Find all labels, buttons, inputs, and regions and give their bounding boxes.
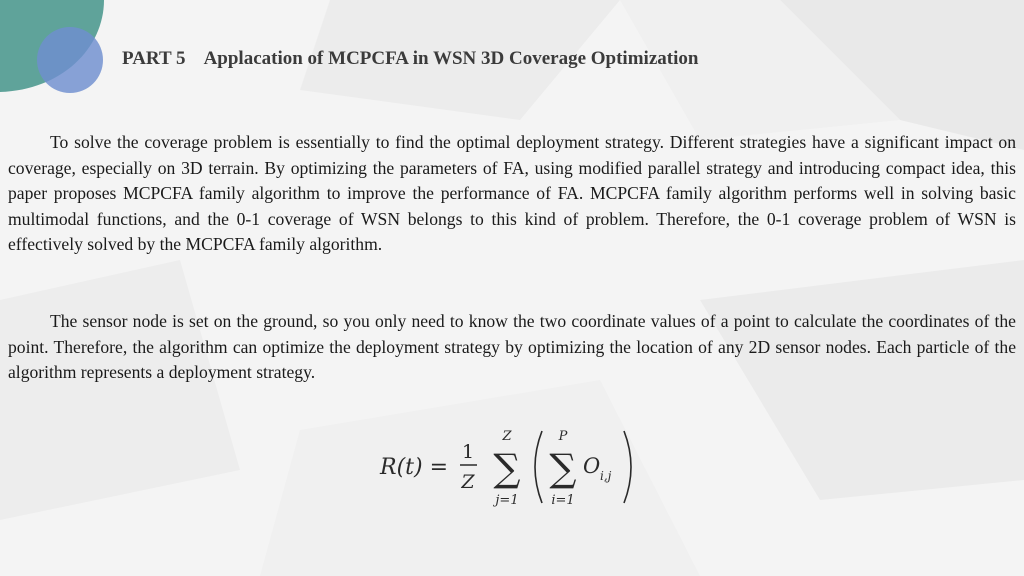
coverage-formula <box>380 425 642 509</box>
formula-term-subscript: i,j <box>600 469 612 483</box>
outer-sum-upper: Z <box>502 429 512 444</box>
inner-sum-upper: P <box>558 429 568 444</box>
slide-title: Applacation of MCPCFA in WSN 3D Coverage Optimization <box>203 48 699 69</box>
outer-sum-lower: j=1 <box>495 493 519 508</box>
formula-frac-num: 1 <box>461 441 475 463</box>
inner-sum-symbol: ∑ <box>549 446 577 490</box>
left-paren <box>535 431 542 503</box>
part-label: PART 5 <box>122 48 186 69</box>
paragraph-2: The sensor node is set on the ground, so you only need to know the two coordinate values of a point to calculate the coordinates of the point. Therefore, the algorithm can optimize the deployment strategy by optimizing the location of any 2D sensor nodes. Each particle of the algorithm represents a deployment strategy. <box>8 311 1016 382</box>
formula-term: O <box>583 454 601 478</box>
blue-circle-decoration <box>37 27 103 93</box>
paragraph-1: To solve the coverage problem is essentially to find the optimal deployment strategy. Different strategies have a significant impact on coverage, especially on 3D terrain. By optimizing the parameters of FA, using modified parallel strategy and introducing compact idea, this paper proposes MCPCFA family algorithm to improve the performance of FA. MCPCFA family algorithm performs well in solving basic multimodal functions, and the 0-1 coverage of WSN belongs to this kind of problem. Therefore, the 0-1 coverage problem of WSN is effectively solved by the MCPCFA family algorithm. <box>8 132 1016 254</box>
slide-header <box>122 48 698 70</box>
formula-frac-den: Z <box>461 471 475 493</box>
inner-sum-lower: i=1 <box>551 493 575 508</box>
formula-lhs: R(t) = <box>380 455 448 480</box>
outer-sum-symbol: ∑ <box>493 446 521 490</box>
right-paren <box>624 431 631 503</box>
